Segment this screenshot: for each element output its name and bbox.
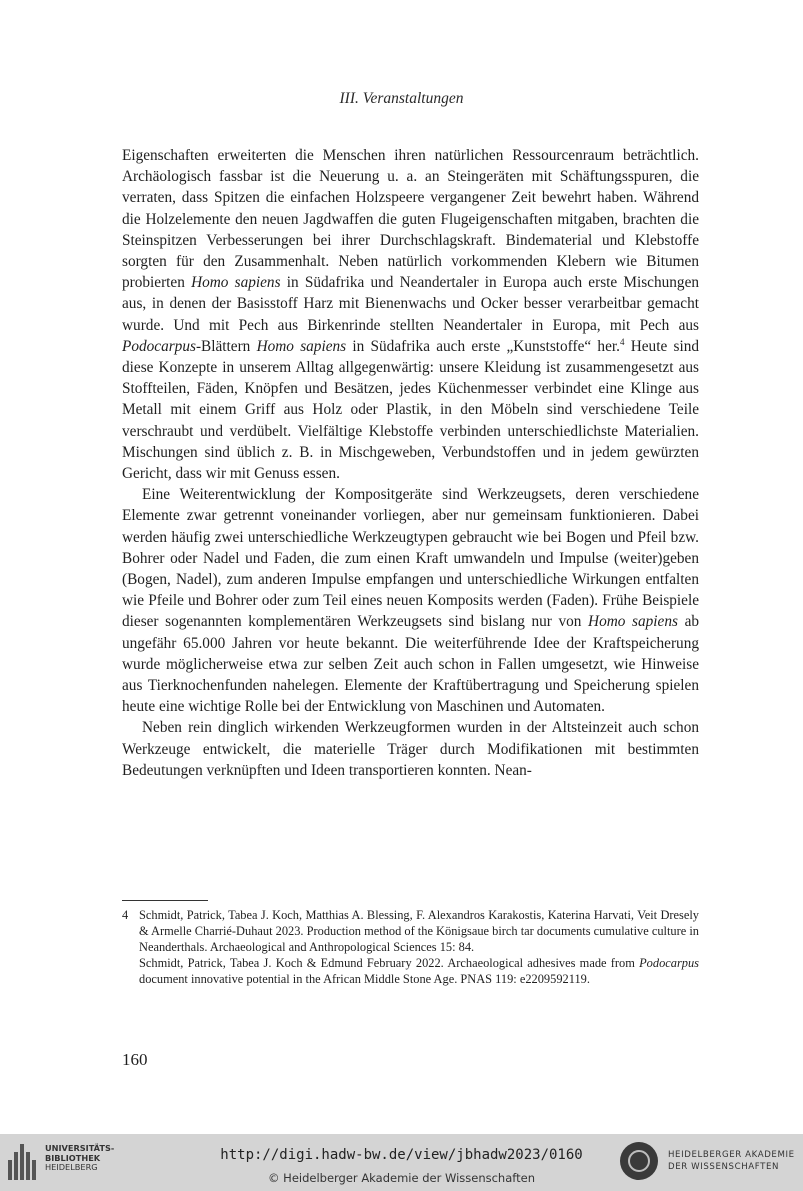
academy-name-line-2: DER WISSENSCHAFTEN — [668, 1162, 780, 1172]
footnote — [122, 908, 699, 988]
library-name-line-1: UNIVERSITÄTS- — [45, 1143, 115, 1153]
text-run: Eigenschaften erweiterten die Menschen ihren natürlichen Ressourcenraum beträchtlich. Archäologisch fassbar ist die Neuerung u. a. an Steingeräten mit Schäftungsspuren, die verraten, dass Spitzen die einfachen Holzspeere vergangener Zeit bewehrt haben. Während die Holzelemente den neuen Jagdwaffen die guten Flugeigenschaften mitgaben, brachten die Steinspitzen Verbesserungen bei ihrer Durchschlagskraft. Bindematerial und Klebstoffe sorgten für den Zusammenhalt. Neben natürlich vorkommenden Klebern wie Bitumen probierten — [122, 147, 699, 292]
library-name-line-3: HEIDELBERG — [45, 1162, 98, 1172]
italic-term: Homo sapiens — [588, 613, 678, 631]
footnote-reference-mark: 4 — [619, 336, 625, 347]
paragraph-2 — [122, 484, 699, 717]
text-run: in Südafrika auch erste „Kunststoffe“ her. — [346, 337, 620, 355]
academy-seal-icon — [620, 1142, 658, 1180]
page-number: 160 — [122, 1050, 148, 1069]
paragraph-3 — [122, 717, 699, 781]
italic-term: Homo sapiens — [191, 274, 281, 292]
footnote-number: 4 — [122, 908, 129, 922]
body-text — [122, 145, 699, 781]
document-url-link[interactable]: http://digi.hadw-bw.de/view/jbhadw2023/0160 — [220, 1147, 583, 1163]
italic-term: Podocarpus — [639, 955, 699, 970]
paragraph-1 — [122, 145, 699, 484]
text-run: Eine Weiterentwicklung der Kompositgeräte sind Werkzeugsets, deren verschiedene Elemente zwar getrennt voneinander vorliegen, aber nur gemeinsam funktionieren. Dabei werden häufig zwei unterschiedliche Werkzeugtypen gebraucht wie bei Bogen und Pfeil bzw. Bohrer oder Nadel und Faden, die zum einen Kraft umwandeln und Impulse (weiter)geben (Bogen, Nadel), zum anderen Impulse empfangen und unterschiedliche Wirkungen entfalten wie Pfeile und Bohrer oder zum Teil eines neuen Komposits werden (Faden). Frühe Beispiele dieser sogenannten komplementären Werkzeugsets sind bislang nur von — [122, 486, 699, 631]
text-run: ab ungefähr 65.000 Jahren vor heute bekannt. Die weiterführende Idee der Kraftspeicherung wurde möglicherweise etwa zur selben Zeit auch schon in Fallen umgesetzt, wie Hinweise aus Tierknochenfunden nahelegen. Elemente der Kraftübertragung und Speicherung spielen heute eine wichtige Rolle bei der Entwicklung von Maschinen und Automaten. — [122, 613, 700, 716]
footer-bar — [0, 1134, 803, 1191]
text-run: document innovative potential in the African Middle Stone Age. PNAS 119: e2209592119. — [139, 971, 590, 986]
text-run: Schmidt, Patrick, Tabea J. Koch, Matthias A. Blessing, F. Alexandros Karakostis, Katerina Harvati, Veit Dresely & Armelle Charrié-Duhaut 2023. Production method of the Königsaue birch tar documents cumulative culture in Neanderthals. Archaeological and Anthropological Sciences 15: 84. — [139, 908, 699, 954]
footnote-reference-2 — [122, 956, 699, 988]
text-run: in Südafrika und Neandertaler in Europa auch erste Mischungen aus, in denen der Basisstoff Harz mit Bienenwachs und Ocker besser verarbeitbar gemacht wurde. Und mit Pech aus Birkenrinde stellten Neandertaler in Europa, mit Pech aus — [122, 274, 700, 334]
text-run: Schmidt, Patrick, Tabea J. Koch & Edmund February 2022. Archaeological adhesives made from — [139, 955, 640, 970]
running-header: III. Veranstaltungen — [339, 90, 464, 107]
text-run: -Blättern — [195, 337, 257, 355]
academy-name-line-1: HEIDELBERGER AKADEMIE — [668, 1150, 795, 1160]
copyright-notice: © Heidelberger Akademie der Wissenschaften — [268, 1171, 535, 1185]
academy-logo[interactable] — [620, 1142, 795, 1180]
text-run: Neben rein dinglich wirkenden Werkzeugformen wurden in der Altsteinzeit auch schon Werkzeuge entwickelt, die materielle Träger durch Modifikationen mit bestimmten Bedeutungen verknüpften und Ideen transportieren konnten. Nean- — [122, 719, 699, 779]
italic-term: Podocarpus — [122, 337, 196, 355]
text-run: Heute sind diese Konzepte in unserem Alltag allgegenwärtig: unsere Kleidung ist zusammengesetzt aus Stoffteilen, Fäden, Knöpfen und Besätzen, jedes Küchenmesser verbindet eine Klinge aus Metall mit einem Griff aus Holz oder Plastik, in den Möbeln sind verschiedene Teile verschraubt und verdübelt. Vielfältige Klebstoffe verbinden unterschiedlichste Materialien. Mischungen sind üblich z. B. in Mischgeweben, Verbundstoffen und in jedem gewürzten Gericht, dass wir mit Genuss essen. — [122, 337, 699, 483]
footnote-separator — [122, 900, 208, 901]
library-name-line-2: BIBLIOTHEK — [45, 1152, 101, 1163]
italic-term: Homo sapiens — [256, 337, 347, 355]
footnote-reference-1 — [139, 908, 699, 956]
